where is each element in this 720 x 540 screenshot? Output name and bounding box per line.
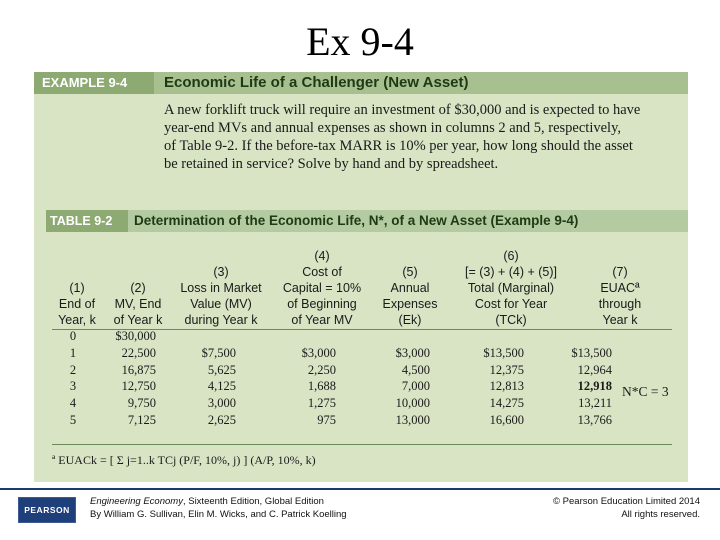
table-cell: 5 xyxy=(69,412,77,427)
table-cell: 16,600 xyxy=(489,412,524,427)
table-cell: 13,766 xyxy=(577,412,612,427)
table-cell: 3,000 xyxy=(207,396,236,411)
table-cell: 12,375 xyxy=(489,362,524,377)
economic-life-note: N*C = 3 xyxy=(622,384,669,399)
example-title: Economic Life of a Challenger (New Asset) xyxy=(164,74,469,91)
table-cell: 5,625 xyxy=(207,362,236,377)
euac-footnote: ª EUACk = [ Σ j=1..k TCj (P/F, 10%, j) ] (A/P, 10%, k) xyxy=(52,453,316,467)
pearson-logo: PEARSON xyxy=(18,497,76,523)
table-cell: 12,918 xyxy=(577,379,612,394)
column-total-cost xyxy=(466,328,524,429)
table-cell xyxy=(184,328,236,345)
column-header-mv: (2) MV, End of Year k xyxy=(113,281,163,327)
column-mv xyxy=(100,328,156,429)
table-cell: 13,000 xyxy=(395,412,430,427)
textbook-excerpt xyxy=(34,72,688,482)
table-bottom-rule xyxy=(52,444,672,445)
table-cell: 4 xyxy=(69,396,77,411)
book-edition: , Sixteenth Edition, Global Edition xyxy=(182,496,324,507)
column-header-total-cost: (6) [= (3) + (4) + (5)] Total (Marginal) Cost for Year (TCk) xyxy=(464,249,558,327)
table-cell: $13,500 xyxy=(483,345,524,360)
table-cell: 2,625 xyxy=(207,412,236,427)
table-cell: $13,500 xyxy=(571,345,612,360)
table-cell xyxy=(374,328,430,345)
table-cell xyxy=(466,328,524,345)
table-cell: $3,000 xyxy=(301,345,336,360)
example-tag: EXAMPLE 9-4 xyxy=(34,72,154,94)
table-cell: 2,250 xyxy=(307,362,336,377)
table-cell: 7,000 xyxy=(401,379,430,394)
table-cell: 16,875 xyxy=(121,362,156,377)
book-title: Engineering Economy xyxy=(90,496,183,507)
table-header-band xyxy=(46,210,688,232)
table-cell: 975 xyxy=(317,412,336,427)
table-cell: 3 xyxy=(69,379,77,394)
table-cell xyxy=(284,328,336,345)
table-cell: 12,750 xyxy=(121,379,156,394)
table-cell xyxy=(554,328,612,345)
column-header-year: (1) End of Year, k xyxy=(58,281,96,327)
table-cell: 14,275 xyxy=(489,396,524,411)
table-cell: 7,125 xyxy=(127,412,156,427)
example-line: be retained in service? Solve by hand and by spreadsheet. xyxy=(164,156,499,172)
column-capital-cost xyxy=(284,328,336,429)
table-tag: TABLE 9-2 xyxy=(46,210,128,232)
book-credit xyxy=(90,495,347,521)
table-cell: 22,500 xyxy=(121,345,156,360)
column-expenses xyxy=(374,328,430,429)
table-cell: 4,125 xyxy=(207,379,236,394)
slide-title: Ex 9-4 xyxy=(306,19,414,64)
example-statement xyxy=(164,101,679,173)
table-cell: 1,688 xyxy=(307,379,336,394)
copyright-line: © Pearson Education Limited 2014 xyxy=(553,496,700,507)
table-cell: 9,750 xyxy=(127,396,156,411)
table-title: Determination of the Economic Life, N*, of a New Asset (Example 9-4) xyxy=(134,213,579,228)
table-cell: $7,500 xyxy=(201,345,236,360)
copyright-notice xyxy=(553,495,700,521)
footer-rule xyxy=(0,488,720,490)
book-authors: By William G. Sullivan, Elin M. Wicks, and C. Patrick Koelling xyxy=(90,509,347,520)
table-cell: 2 xyxy=(69,362,77,377)
example-line: A new forklift truck will require an investment of $30,000 and is expected to have xyxy=(164,102,641,118)
example-line: of Table 9-2. If the before-tax MARR is 10% per year, how long should the asset xyxy=(164,138,633,154)
table-cell: 0 xyxy=(69,329,77,343)
column-loss xyxy=(184,328,236,429)
example-header xyxy=(34,72,688,94)
table-cell: 10,000 xyxy=(395,396,430,411)
table-cell: 1 xyxy=(69,345,77,360)
table-cell: 12,964 xyxy=(577,362,612,377)
column-header-expenses: (5) Annual Expenses (Ek) xyxy=(382,265,438,327)
rights-line: All rights reserved. xyxy=(621,509,700,520)
column-year xyxy=(58,328,88,429)
table-cell: 12,813 xyxy=(489,379,524,394)
column-header-capital-cost: (4) Cost of Capital = 10% of Beginning of Year MV xyxy=(282,249,362,327)
table-cell: $30,000 xyxy=(115,329,156,343)
example-line: year-end MVs and annual expenses as shown in columns 2 and 5, respectively, xyxy=(164,120,622,136)
table-cell: 1,275 xyxy=(307,396,336,411)
column-header-euac: (7) EUACª through Year k xyxy=(598,265,642,327)
column-header-loss: (3) Loss in Market Value (MV) during Year k xyxy=(180,265,262,327)
table-cell: 13,211 xyxy=(578,396,612,411)
column-euac xyxy=(554,328,612,429)
table-cell: $3,000 xyxy=(395,345,430,360)
table-cell: 4,500 xyxy=(401,362,430,377)
